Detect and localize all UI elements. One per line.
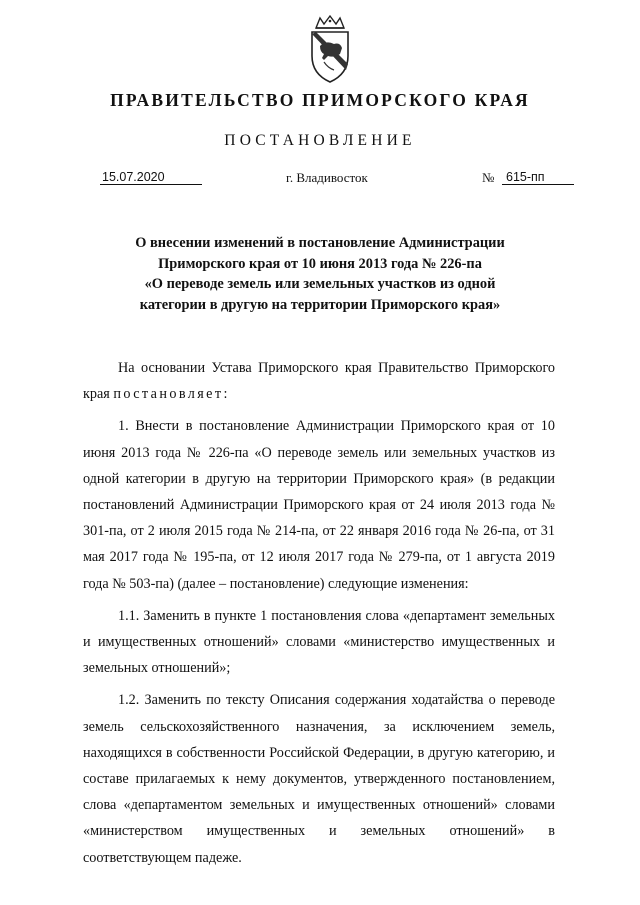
document-type: ПОСТАНОВЛЕНИЕ bbox=[224, 132, 416, 149]
subject-line: Приморского края от 10 июня 2013 года № 226-па bbox=[158, 255, 482, 272]
organization-title: ПРАВИТЕЛЬСТВО ПРИМОРСКОГО КРАЯ bbox=[110, 90, 530, 110]
paragraph-1: 1. Внести в постановление Администрации Приморского края от 10 июня 2013 года № 226-па «О переводе земель или земельных участков из одной категории в другую на территории Приморского края» (в редакции постановлений Администрации Приморского края от 24 июля 2013 года № 301-па, от 2 июля 2015 года № 214-па, от 22 января 2016 года № 26-па, от 31 мая 2017 года № 195-па, от 12 июля 2017 года № 279-па, от 1 августа 2019 года № 503-па) (далее – постановление) следующие изменения: bbox=[83, 418, 555, 592]
document-city: г. Владивосток bbox=[286, 170, 368, 185]
paragraph-1-2: 1.2. Заменить по тексту Описания содержания ходатайства о переводе земель сельскохозяйственного назначения, за исключением земель, находящихся в собственности Российской Федерации, в другую категорию, и составе прилагаемых к нему документов, утвержденного постановлением, слова «департаментом земельных и имущественных отношений» словами «министерством имущественных и земельных отношений» в соответствующем падеже. bbox=[83, 692, 555, 866]
document-subject bbox=[100, 233, 540, 315]
document-number: 615-пп bbox=[502, 170, 574, 185]
document-date: 15.07.2020 bbox=[100, 170, 202, 185]
document-number-label: № bbox=[482, 170, 495, 185]
subject-line: категории в другую на территории Приморского края» bbox=[139, 296, 501, 313]
document-body bbox=[83, 355, 555, 877]
resolution-word: постановляет: bbox=[113, 386, 230, 403]
paragraph-1-1: 1.1. Заменить в пункте 1 постановления слова «департамент земельных и имущественных отношений» словами «министерство имущественных и земельных отношений»; bbox=[83, 607, 555, 677]
coat-of-arms-icon bbox=[300, 14, 360, 86]
subject-line: «О переводе земель или земельных участков из одной bbox=[144, 276, 496, 292]
intro-text: На основании Устава Приморского края Правительство Приморского края bbox=[83, 360, 555, 403]
subject-line: О внесении изменений в постановление Администрации bbox=[135, 235, 505, 251]
intro-paragraph bbox=[83, 355, 555, 407]
